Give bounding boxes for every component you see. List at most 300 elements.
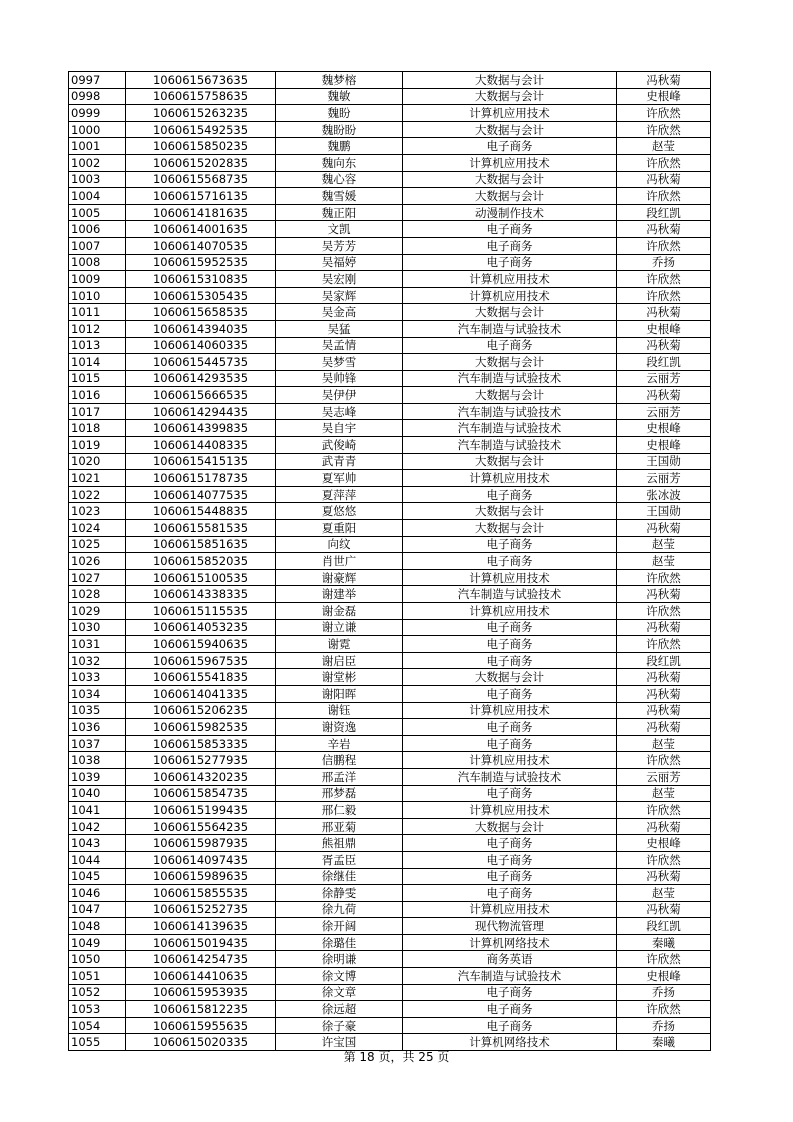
row-number-cell: 1031 [69,636,126,653]
student-name-cell: 吴伊伊 [276,387,403,404]
student-name-cell: 徐静雯 [276,885,403,902]
row-number-cell: 1033 [69,669,126,686]
table-row [69,669,711,686]
teacher-cell: 许欣然 [617,237,711,254]
major-cell: 计算机应用技术 [403,603,617,620]
student-name-cell: 熊祖鼎 [276,835,403,852]
table-row [69,984,711,1001]
major-cell: 汽车制造与试验技术 [403,403,617,420]
student-name-cell: 武青青 [276,453,403,470]
student-id-cell: 1060615305435 [126,287,276,304]
student-name-cell: 徐文章 [276,984,403,1001]
row-number-cell: 1045 [69,868,126,885]
student-name-cell: 徐远超 [276,1001,403,1018]
table-row [69,934,711,951]
table-row [69,370,711,387]
table-row [69,536,711,553]
table-row [69,320,711,337]
teacher-cell: 冯秋菊 [617,520,711,537]
teacher-cell: 许欣然 [617,188,711,205]
major-cell: 大数据与会计 [403,188,617,205]
row-number-cell: 0998 [69,88,126,105]
teacher-cell: 冯秋菊 [617,586,711,603]
student-name-cell: 谢立谦 [276,619,403,636]
row-number-cell: 1009 [69,271,126,288]
row-number-cell: 1046 [69,885,126,902]
table-row [69,304,711,321]
row-number-cell: 1025 [69,536,126,553]
major-cell: 汽车制造与试验技术 [403,420,617,437]
teacher-cell: 许欣然 [617,121,711,138]
student-table-body [69,72,711,1051]
student-name-cell: 吴福婷 [276,254,403,271]
table-row [69,851,711,868]
teacher-cell: 许欣然 [617,105,711,122]
teacher-cell: 冯秋菊 [617,702,711,719]
teacher-cell: 史根峰 [617,88,711,105]
major-cell: 电子商务 [403,851,617,868]
row-number-cell: 1023 [69,503,126,520]
teacher-cell: 史根峰 [617,968,711,985]
student-id-cell: 1060615541835 [126,669,276,686]
table-row [69,835,711,852]
student-name-cell: 谢豪辉 [276,569,403,586]
student-id-cell: 1060615277935 [126,752,276,769]
row-number-cell: 1005 [69,204,126,221]
student-id-cell: 1060615987935 [126,835,276,852]
table-row [69,503,711,520]
major-cell: 大数据与会计 [403,121,617,138]
student-id-cell: 1060615581535 [126,520,276,537]
row-number-cell: 1032 [69,652,126,669]
major-cell: 电子商务 [403,1001,617,1018]
table-row [69,719,711,736]
student-id-cell: 1060615673635 [126,72,276,89]
student-id-cell: 1060615812235 [126,1001,276,1018]
student-id-cell: 1060614294435 [126,403,276,420]
table-row [69,204,711,221]
table-row [69,569,711,586]
table-row [69,818,711,835]
major-cell: 汽车制造与试验技术 [403,320,617,337]
student-id-cell: 1060615854735 [126,785,276,802]
row-number-cell: 1001 [69,138,126,155]
teacher-cell: 许欣然 [617,636,711,653]
student-id-cell: 1060614293535 [126,370,276,387]
student-name-cell: 徐文博 [276,968,403,985]
row-number-cell: 1022 [69,486,126,503]
major-cell: 电子商务 [403,221,617,238]
row-number-cell: 0997 [69,72,126,89]
student-name-cell: 吴宏刚 [276,271,403,288]
major-cell: 计算机网络技术 [403,934,617,951]
major-cell: 电子商务 [403,536,617,553]
student-name-cell: 向纹 [276,536,403,553]
table-row [69,337,711,354]
row-number-cell: 1050 [69,951,126,968]
row-number-cell: 1027 [69,569,126,586]
student-name-cell: 夏悠悠 [276,503,403,520]
row-number-cell: 1042 [69,818,126,835]
student-id-cell: 1060614060335 [126,337,276,354]
row-number-cell: 1035 [69,702,126,719]
teacher-cell: 许欣然 [617,1001,711,1018]
table-row [69,702,711,719]
major-cell: 大数据与会计 [403,88,617,105]
table-row [69,254,711,271]
student-id-cell: 1060614077535 [126,486,276,503]
teacher-cell: 冯秋菊 [617,719,711,736]
row-number-cell: 1026 [69,553,126,570]
student-id-cell: 1060614053235 [126,619,276,636]
student-name-cell: 徐璐佳 [276,934,403,951]
major-cell: 大数据与会计 [403,503,617,520]
student-id-cell: 1060615982535 [126,719,276,736]
row-number-cell: 1034 [69,685,126,702]
teacher-cell: 许欣然 [617,154,711,171]
major-cell: 电子商务 [403,652,617,669]
teacher-cell: 云丽芳 [617,403,711,420]
table-row [69,271,711,288]
student-name-cell: 肖世广 [276,553,403,570]
teacher-cell: 赵莹 [617,885,711,902]
student-name-cell: 辛岩 [276,735,403,752]
teacher-cell: 乔扬 [617,254,711,271]
student-name-cell: 邢仁毅 [276,802,403,819]
row-number-cell: 1018 [69,420,126,437]
table-row [69,586,711,603]
student-id-cell: 1060615115535 [126,603,276,620]
student-name-cell: 邢孟洋 [276,768,403,785]
row-number-cell: 1044 [69,851,126,868]
table-row [69,470,711,487]
row-number-cell: 1013 [69,337,126,354]
major-cell: 电子商务 [403,785,617,802]
teacher-cell: 史根峰 [617,437,711,454]
student-id-cell: 1060615263235 [126,105,276,122]
row-number-cell: 1036 [69,719,126,736]
major-cell: 计算机应用技术 [403,702,617,719]
row-number-cell: 1051 [69,968,126,985]
major-cell: 电子商务 [403,735,617,752]
teacher-cell: 冯秋菊 [617,221,711,238]
student-name-cell: 谢启臣 [276,652,403,669]
major-cell: 汽车制造与试验技术 [403,768,617,785]
student-name-cell: 胥孟臣 [276,851,403,868]
row-number-cell: 1016 [69,387,126,404]
teacher-cell: 赵莹 [617,138,711,155]
table-row [69,138,711,155]
student-name-cell: 魏盼 [276,105,403,122]
student-name-cell: 吴金高 [276,304,403,321]
teacher-cell: 许欣然 [617,951,711,968]
teacher-cell: 秦曦 [617,934,711,951]
teacher-cell: 许欣然 [617,569,711,586]
student-id-cell: 1060615851635 [126,536,276,553]
row-number-cell: 1053 [69,1001,126,1018]
teacher-cell: 段红凯 [617,918,711,935]
row-number-cell: 1006 [69,221,126,238]
major-cell: 计算机应用技术 [403,752,617,769]
major-cell: 现代物流管理 [403,918,617,935]
page-footer: 第 18 页，共 25 页 [343,1050,450,1064]
student-name-cell: 魏梦榕 [276,72,403,89]
major-cell: 汽车制造与试验技术 [403,370,617,387]
major-cell: 电子商务 [403,984,617,1001]
table-row [69,768,711,785]
student-name-cell: 许宝国 [276,1034,403,1051]
student-name-cell: 谢金磊 [276,603,403,620]
teacher-cell: 许欣然 [617,603,711,620]
teacher-cell: 云丽芳 [617,470,711,487]
student-id-cell: 1060615568735 [126,171,276,188]
student-id-cell: 1060614394035 [126,320,276,337]
row-number-cell: 1028 [69,586,126,603]
student-name-cell: 邢亚菊 [276,818,403,835]
student-id-cell: 1060615953935 [126,984,276,1001]
table-row [69,1001,711,1018]
major-cell: 电子商务 [403,237,617,254]
row-number-cell: 1052 [69,984,126,1001]
teacher-cell: 乔扬 [617,984,711,1001]
table-row [69,1017,711,1034]
student-id-cell: 1060615850235 [126,138,276,155]
table-row [69,652,711,669]
row-number-cell: 1010 [69,287,126,304]
student-id-cell: 1060615564235 [126,818,276,835]
table-row [69,105,711,122]
student-id-cell: 1060615178735 [126,470,276,487]
teacher-cell: 段红凯 [617,354,711,371]
student-name-cell: 魏向东 [276,154,403,171]
student-name-cell: 魏雪媛 [276,188,403,205]
table-row [69,403,711,420]
student-name-cell: 吴自宇 [276,420,403,437]
teacher-cell: 许欣然 [617,271,711,288]
student-id-cell: 1060614097435 [126,851,276,868]
student-name-cell: 魏盼盼 [276,121,403,138]
major-cell: 大数据与会计 [403,304,617,321]
table-row [69,802,711,819]
student-id-cell: 1060615658535 [126,304,276,321]
teacher-cell: 冯秋菊 [617,901,711,918]
student-id-cell: 1060614399835 [126,420,276,437]
teacher-cell: 冯秋菊 [617,619,711,636]
teacher-cell: 段红凯 [617,204,711,221]
table-row [69,121,711,138]
row-number-cell: 1048 [69,918,126,935]
student-name-cell: 夏军帅 [276,470,403,487]
major-cell: 大数据与会计 [403,453,617,470]
student-id-cell: 1060615199435 [126,802,276,819]
student-id-cell: 1060614338335 [126,586,276,603]
student-name-cell: 徐明谦 [276,951,403,968]
teacher-cell: 王国勋 [617,503,711,520]
student-id-cell: 1060614041335 [126,685,276,702]
teacher-cell: 云丽芳 [617,768,711,785]
table-row [69,188,711,205]
row-number-cell: 1021 [69,470,126,487]
major-cell: 汽车制造与试验技术 [403,586,617,603]
student-id-cell: 1060615415135 [126,453,276,470]
student-id-cell: 1060615252735 [126,901,276,918]
teacher-cell: 冯秋菊 [617,818,711,835]
row-number-cell: 1004 [69,188,126,205]
student-id-cell: 1060615445735 [126,354,276,371]
table-row [69,619,711,636]
row-number-cell: 1049 [69,934,126,951]
table-row [69,72,711,89]
teacher-cell: 史根峰 [617,320,711,337]
student-id-cell: 1060615492535 [126,121,276,138]
row-number-cell: 1030 [69,619,126,636]
major-cell: 计算机网络技术 [403,1034,617,1051]
major-cell: 计算机应用技术 [403,569,617,586]
major-cell: 计算机应用技术 [403,154,617,171]
student-name-cell: 吴梦雪 [276,354,403,371]
student-name-cell: 谢资逸 [276,719,403,736]
student-name-cell: 夏重阳 [276,520,403,537]
row-number-cell: 1038 [69,752,126,769]
teacher-cell: 乔扬 [617,1017,711,1034]
teacher-cell: 冯秋菊 [617,171,711,188]
major-cell: 大数据与会计 [403,171,617,188]
major-cell: 计算机应用技术 [403,105,617,122]
student-name-cell: 吴家辉 [276,287,403,304]
table-row [69,685,711,702]
table-row [69,453,711,470]
major-cell: 电子商务 [403,254,617,271]
teacher-cell: 许欣然 [617,851,711,868]
student-name-cell: 吴芳芳 [276,237,403,254]
row-number-cell: 1017 [69,403,126,420]
table-row [69,287,711,304]
row-number-cell: 1015 [69,370,126,387]
teacher-cell: 王国勋 [617,453,711,470]
teacher-cell: 许欣然 [617,802,711,819]
table-row [69,520,711,537]
teacher-cell: 赵莹 [617,785,711,802]
student-name-cell: 夏萍萍 [276,486,403,503]
teacher-cell: 史根峰 [617,835,711,852]
major-cell: 大数据与会计 [403,520,617,537]
table-row [69,636,711,653]
student-name-cell: 魏心容 [276,171,403,188]
row-number-cell: 1008 [69,254,126,271]
major-cell: 电子商务 [403,685,617,702]
student-id-cell: 1060615952535 [126,254,276,271]
major-cell: 电子商务 [403,835,617,852]
student-id-cell: 1060615202835 [126,154,276,171]
student-name-cell: 吴帅锋 [276,370,403,387]
student-name-cell: 徐开阔 [276,918,403,935]
student-id-cell: 1060615853335 [126,735,276,752]
major-cell: 电子商务 [403,337,617,354]
row-number-cell: 1055 [69,1034,126,1051]
table-row [69,237,711,254]
student-id-cell: 1060615955635 [126,1017,276,1034]
student-name-cell: 徐九荷 [276,901,403,918]
major-cell: 大数据与会计 [403,72,617,89]
student-name-cell: 谢建举 [276,586,403,603]
table-row [69,868,711,885]
teacher-cell: 冯秋菊 [617,387,711,404]
table-row [69,968,711,985]
student-id-cell: 1060615852035 [126,553,276,570]
student-name-cell: 吴志峰 [276,403,403,420]
row-number-cell: 1003 [69,171,126,188]
student-name-cell: 吴孟情 [276,337,403,354]
table-row [69,88,711,105]
major-cell: 大数据与会计 [403,669,617,686]
table-row [69,918,711,935]
student-id-cell: 1060614001635 [126,221,276,238]
row-number-cell: 1043 [69,835,126,852]
student-name-cell: 徐子豪 [276,1017,403,1034]
row-number-cell: 1002 [69,154,126,171]
student-table [68,71,711,1051]
student-name-cell: 信鹏程 [276,752,403,769]
student-id-cell: 1060615716135 [126,188,276,205]
teacher-cell: 史根峰 [617,420,711,437]
major-cell: 电子商务 [403,138,617,155]
major-cell: 大数据与会计 [403,818,617,835]
table-row [69,885,711,902]
student-name-cell: 谢堂彬 [276,669,403,686]
teacher-cell: 秦曦 [617,1034,711,1051]
major-cell: 计算机应用技术 [403,901,617,918]
major-cell: 汽车制造与试验技术 [403,437,617,454]
major-cell: 电子商务 [403,619,617,636]
student-id-cell: 1060615020335 [126,1034,276,1051]
student-id-cell: 1060615758635 [126,88,276,105]
table-row [69,486,711,503]
table-row [69,603,711,620]
teacher-cell: 冯秋菊 [617,337,711,354]
student-name-cell: 谢钰 [276,702,403,719]
student-id-cell: 1060614139635 [126,918,276,935]
student-name-cell: 邢梦磊 [276,785,403,802]
major-cell: 电子商务 [403,636,617,653]
table-row [69,553,711,570]
student-id-cell: 1060615019435 [126,934,276,951]
row-number-cell: 1029 [69,603,126,620]
major-cell: 动漫制作技术 [403,204,617,221]
row-number-cell: 1024 [69,520,126,537]
teacher-cell: 冯秋菊 [617,72,711,89]
table-row [69,437,711,454]
teacher-cell: 赵莹 [617,735,711,752]
major-cell: 计算机应用技术 [403,271,617,288]
student-id-cell: 1060615967535 [126,652,276,669]
row-number-cell: 1054 [69,1017,126,1034]
major-cell: 商务英语 [403,951,617,968]
student-id-cell: 1060614181635 [126,204,276,221]
major-cell: 大数据与会计 [403,387,617,404]
student-id-cell: 1060614408335 [126,437,276,454]
major-cell: 大数据与会计 [403,354,617,371]
student-id-cell: 1060614254735 [126,951,276,968]
major-cell: 电子商务 [403,885,617,902]
row-number-cell: 1047 [69,901,126,918]
row-number-cell: 1039 [69,768,126,785]
major-cell: 计算机应用技术 [403,470,617,487]
major-cell: 电子商务 [403,553,617,570]
row-number-cell: 1000 [69,121,126,138]
table-row [69,387,711,404]
student-id-cell: 1060615100535 [126,569,276,586]
teacher-cell: 冯秋菊 [617,868,711,885]
